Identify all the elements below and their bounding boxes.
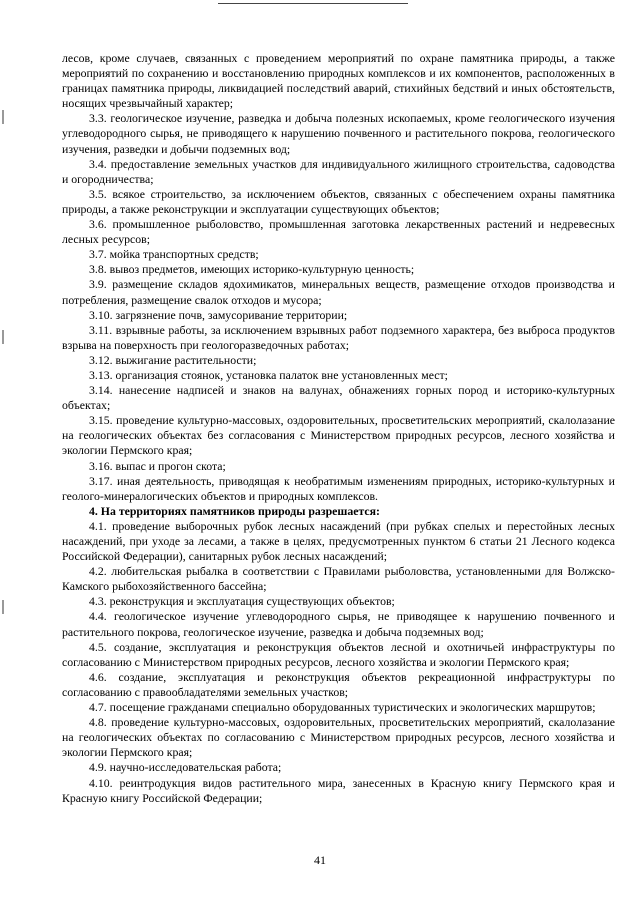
page-number: 41 [314, 853, 326, 867]
paragraph: 3.6. промышленное рыболовство, промышленная заготовка лекарственных растений и недревесных лесных ресурсов; [62, 217, 615, 247]
margin-mark [2, 600, 4, 614]
paragraph: 4.5. создание, эксплуатация и реконструкция объектов лесной и охотничьей инфраструктуры по согласованию с Министерством природных ресурсов, лесного хозяйства и экологии Пермского края; [62, 639, 615, 669]
paragraph: 3.3. геологическое изучение, разведка и добыча полезных ископаемых, кроме геологического изучения углеводородного сырья, не приводящего к нарушению почвенного и растительного покрова, геологического изучения, разведки и добычи подземных вод; [62, 111, 615, 156]
paragraph: 3.12. выжигание растительности; [89, 352, 257, 367]
paragraph: лесов, кроме случаев, связанных с проведением мероприятий по охране памятника природы, а также мероприятий по сохранению и восстановлению природных комплексов и их компонентов, расположенных в границах памятника природы, ликвидацией последствий аварий, стихийных бедствий и иных обстоятельств, носящих чрезвычайный характер; [62, 51, 615, 111]
top-rule [218, 3, 408, 4]
paragraph: 3.14. нанесение надписей и знаков на валунах, обнажениях горных пород и историко-культурных объектах; [62, 383, 615, 413]
paragraph: 4.2. любительская рыбалка в соответствии с Правилами рыболовства, установленными для Волжско-Камского рыбохозяйственного бассейна; [62, 564, 615, 594]
paragraph: 3.10. загрязнение почв, замусоривание территории; [89, 307, 348, 322]
paragraph: 3.5. всякое строительство, за исключением объектов, связанных с обеспечением охраны памятника природы, а также реконструкции и эксплуатации существующих объектов; [62, 186, 615, 216]
paragraph: 3.17. иная деятельность, приводящая к необратимым изменениям природных, историко-культурных и геолого-минералогических объектов и природных комплексов. [62, 473, 615, 503]
paragraph: 3.11. взрывные работы, за исключением взрывных работ подземного характера, без выброса продуктов взрыва на поверхность при геологоразведочных работах; [62, 322, 615, 352]
paragraph: 3.13. организация стоянок, установка палаток вне установленных мест; [89, 367, 448, 382]
paragraph: 4.10. реинтродукция видов растительного мира, занесенных в Красную книгу Пермского края и Красную книгу Российской Федерации; [62, 775, 615, 805]
paragraph: 3.4. предоставление земельных участков для индивидуального жилищного строительства, садоводства и огородничества; [62, 156, 615, 186]
paragraph: 3.8. вывоз предметов, имеющих историко-культурную ценность; [89, 262, 415, 277]
paragraph: 4. На территориях памятников природы разрешается: [89, 503, 380, 518]
paragraph: 3.7. мойка транспортных средств; [89, 247, 259, 262]
paragraph: 3.9. размещение складов ядохимикатов, минеральных веществ, размещение отходов производства и потребления, размещение свалок отходов и мусора; [62, 277, 615, 307]
paragraph: 4.4. геологическое изучение углеводородного сырья, не приводящее к нарушению почвенного и растительного покрова, геологическое изучение, разведка и добыча подземных вод; [62, 609, 615, 639]
paragraph: 4.7. посещение гражданами специально оборудованных туристических и экологических маршрутов; [89, 700, 596, 715]
paragraph: 4.9. научно-исследовательская работа; [89, 760, 282, 775]
paragraph: 4.8. проведение культурно-массовых, оздоровительных, просветительских мероприятий, скалолазание на геологических объектах по согласованию с Министерством природных ресурсов, лесного хозяйства и экологии Пермского края; [62, 715, 615, 760]
paragraph: 3.15. проведение культурно-массовых, оздоровительных, просветительских мероприятий, скалолазание на геологических объектах без согласования с Министерством природных ресурсов, лесного хозяйства и экологии Пермского края; [62, 413, 615, 458]
paragraph: 4.6. создание, эксплуатация и реконструкция объектов рекреационной инфраструктуры по согласованию с правообладателями земельных участков; [62, 669, 615, 699]
document-body [62, 51, 615, 806]
paragraph: 4.3. реконструкция и эксплуатация существующих объектов; [89, 594, 395, 609]
paragraph: 4.1. проведение выборочных рубок лесных насаждений (при рубках спелых и перестойных лесных насаждений, при уходе за лесами, а также в целях, предусмотренных пунктом 6 статьи 21 Лесного кодекса Российской Федерации), санитарных рубок лесных насаждений; [62, 518, 615, 564]
margin-mark [2, 110, 4, 124]
paragraph: 3.16. выпас и прогон скота; [89, 458, 226, 473]
margin-mark [2, 330, 4, 344]
